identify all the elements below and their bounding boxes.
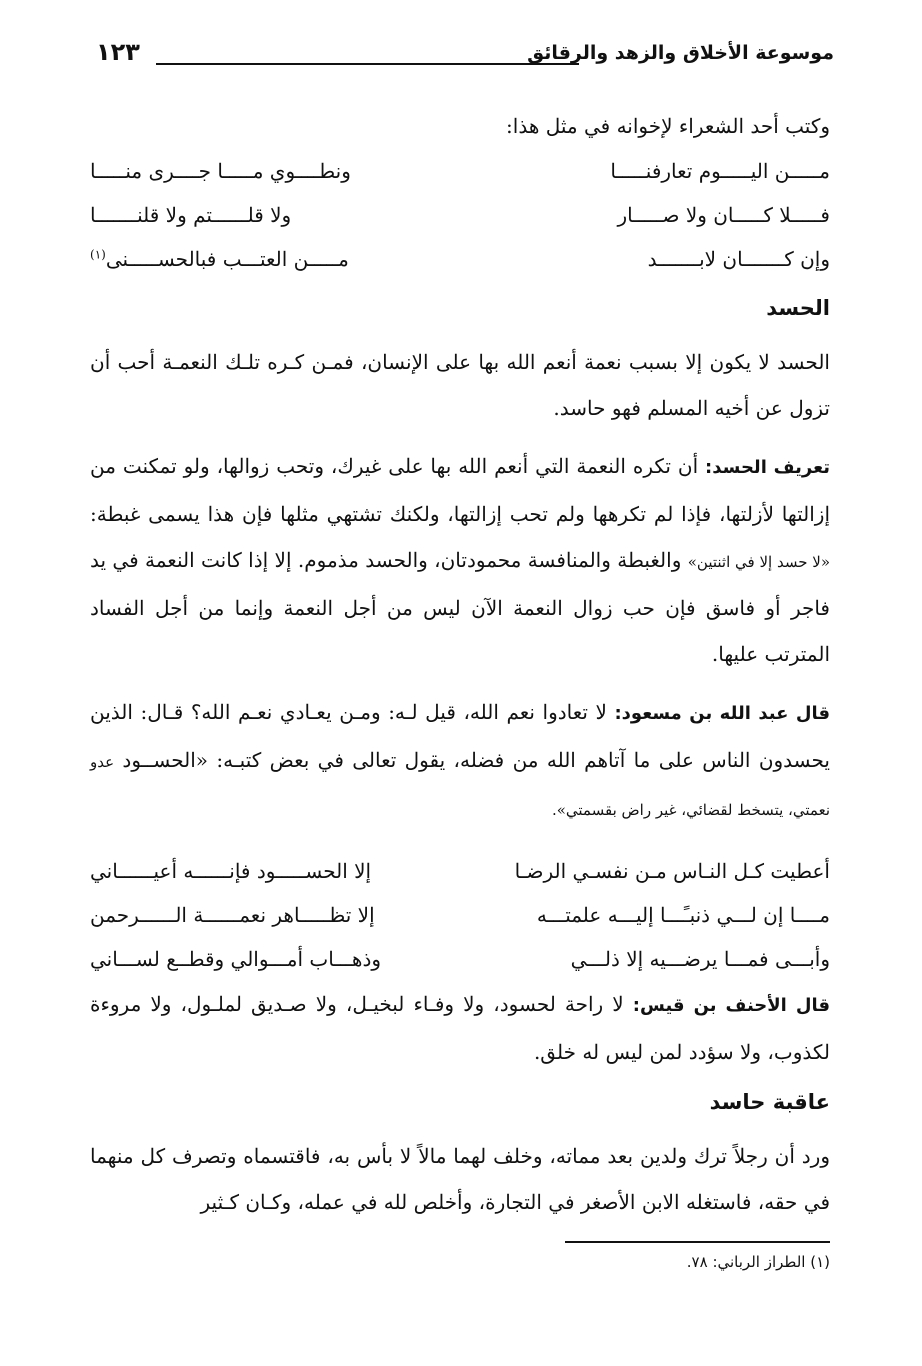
ahnaf-body: لا راحة لحسود، ولا وفـاء لبخيـل، ولا صـديق لملـول، ولا مروءة لكذوب، ولا سؤدد لمن ليس له خلق. [90,992,830,1064]
hemistich-second: إلا الحســـــود فإنــــــه أعيــــــاني [90,859,372,883]
running-header [96,38,834,72]
aqiba-paragraph: ورد أن رجلاً ترك ولدين بعد مماته، وخلف لهما مالاً لا بأس به، فاقتسماه وتصرف كل منهما في حقه، فاستغله الابن الأصغر في التجارة، وأخلص لله في عمله، وكـان كـثير [90,1144,830,1214]
spacer [90,677,830,689]
footnote-rule [565,1241,830,1243]
ahnaf-lead: قال الأحنف بن قيس: [632,995,830,1016]
hasad-paragraph: الحسد لا يكون إلا بسبب نعمة أنعم الله بها على الإنسان، فمـن كـره تلـك النعمـة أحب أن تزول عن أخيه المسلم فهو حاسد. [90,350,830,420]
poem-intro: وكتب أحد الشعراء لإخوانه في مثل هذا: [506,114,830,138]
header-rule [156,63,579,65]
page-content [90,103,830,1225]
hemistich-second: وذهـــاب أمـــوالي وقطــع لســـاني [90,947,382,971]
hemistich-second: ولا قلــــــتم ولا قلنـــــــا [90,203,292,227]
footnote-marker: (١) [90,247,106,262]
section-heading-hasad: الحسد [766,296,830,320]
hemistich-text: مـــــن العتـــب فبالحســـــنى [105,247,349,271]
spacer [90,431,830,443]
poem-friends [90,149,830,281]
definition-body-b: والغبطة والمنافسة محمودتان، والحسد مذموم. إلا إذا كانت النعمة في يد فاجر أو فاسق فإن حب زوال النعمة الآن ليس من أجل النعمة وإنما من أجل الفساد المترتب عليها. [90,548,830,666]
hemistich-second-with-note [90,237,445,281]
hemistich-first: وأبـــى فمـــا يرضـــيه إلا ذلـــي [570,947,830,971]
footnote [687,1253,830,1271]
poem-verse [90,193,830,237]
definition-paragraph [90,443,830,677]
poem-verse [90,893,830,937]
ibn-masud-body: لا تعادوا نعم الله، قيل لـه: ومـن يعـادي نعـم الله؟ قـال: الذين يحسدون الناس على ما آتاهم الله من فضله، يقول تعالى في بعض كتبـه: «الحســود [90,700,830,772]
poem-envier [90,849,830,981]
ibn-masud-quote-end: عدو نعمتي، يتسخط لقضائي، غير راض بقسمتي». [90,753,830,819]
ibn-masud-lead: قال عبد الله بن مسعود: [614,703,830,724]
hemistich-second: ونطــــوي مـــــا جــــرى منـــــا [90,159,351,183]
poem-verse [90,149,830,193]
hemistich-first: مـــــن اليـــــوم تعارفنـــــا [610,159,830,183]
section-heading-aqiba: عاقبة حاسد [709,1090,830,1114]
definition-body-a: أن تكره النعمة التي أنعم الله بها على غيرك، وتحب زوالها، ولو تمكنت من إزالتها لأزلتها، فإذا لم تكرهها ولم تحب إزالتها، ولكنك تشتهي مثلها فإن هذا يسمى غبطة: [90,454,830,526]
ahnaf-paragraph [90,981,830,1075]
hadith-quote: «لا حسد إلا في اثنتين» [687,553,831,571]
hemistich-first: مــــا إن لـــي ذنبـًـــا إليـــه علمتـــه [536,903,830,927]
spacer [90,833,830,849]
footnote-mark: (١) [810,1253,830,1271]
page-number: ١٢٣ [96,38,140,66]
ibn-masud-paragraph [90,689,830,833]
hemistich-second: إلا تظـــــاهر نعمــــــة الــــــرحمن [90,903,375,927]
poem-verse [90,849,830,893]
poem-verse [90,937,830,981]
definition-lead: تعريف الحسد: [705,457,830,478]
book-title: موسوعة الأخلاق والزهد والرقائق [527,42,834,64]
poem-verse [90,237,830,281]
hemistich-first: فـــــلا كـــــان ولا صـــــار [617,203,830,227]
footnote-text: الطراز الرباني: ٧٨. [686,1253,806,1271]
hemistich-first: وإن كـــــــان لابـــــــد [647,247,830,271]
hemistich-first: أعطيت كـل النـاس مـن نفسـي الرضـا [514,859,830,883]
